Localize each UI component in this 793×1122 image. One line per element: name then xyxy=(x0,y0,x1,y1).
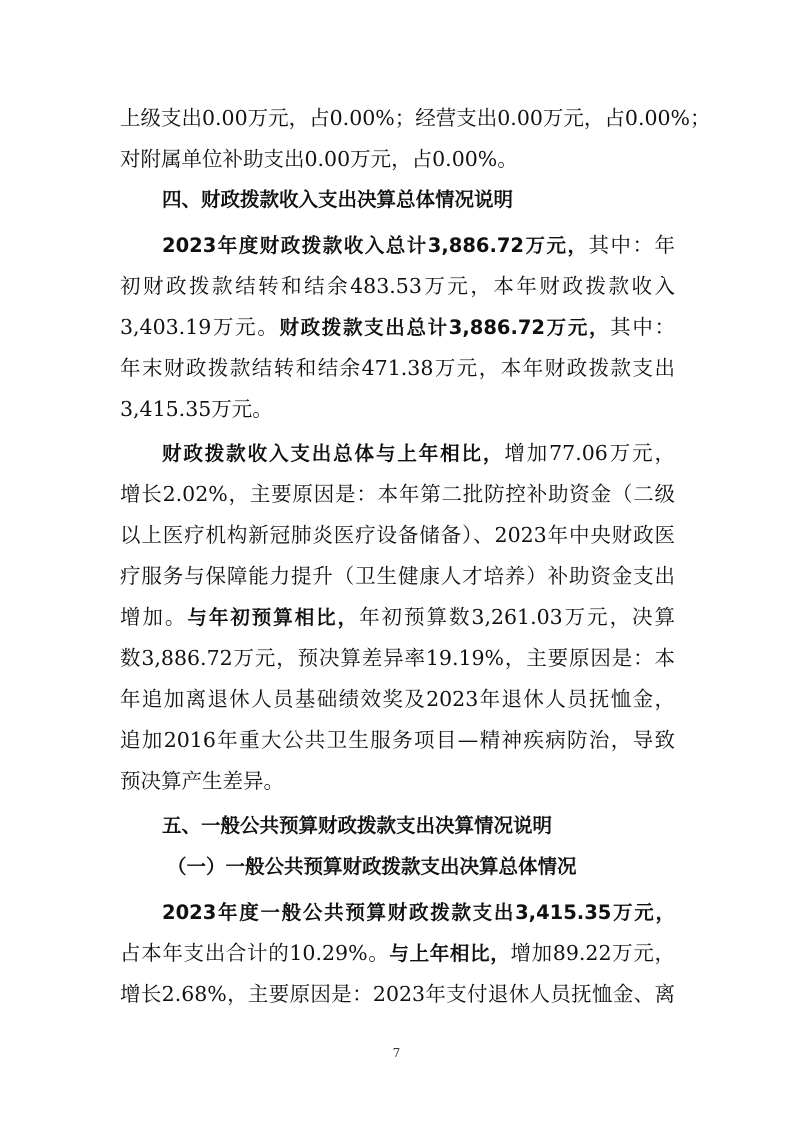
body-line: 年追加离退休人员基础绩效奖及2023年退休人员抚恤金， xyxy=(120,687,675,711)
body-line: 追加2016年重大公共卫生服务项目—精神疾病防治，导致 xyxy=(120,728,675,752)
body-line: 初财政拨款结转和结余483.53万元，本年财政拨款收入 xyxy=(120,274,675,298)
body-line: 增长2.02%，主要原因是：本年第二批防控补助资金（二级 xyxy=(120,482,675,506)
section-heading: 五、一般公共预算财政拨款支出决算情况说明 xyxy=(162,814,553,837)
page-number: 7 xyxy=(392,1046,401,1060)
body-line: 3,403.19万元。财政拨款支出总计3,886.72万元，其中： xyxy=(120,315,676,339)
body-line: 年末财政拨款结转和结余471.38万元，本年财政拨款支出 xyxy=(120,356,675,380)
body-line: 财政拨款收入支出总体与上年相比，增加77.06万元， xyxy=(162,441,675,465)
body-line: 以上医疗机构新冠肺炎医疗设备储备）、2023年中央财政医 xyxy=(120,523,675,547)
body-line: 2023年度一般公共预算财政拨款支出3,415.35万元， xyxy=(162,901,675,924)
body-line: 2023年度财政拨款收入总计3,886.72万元，其中：年 xyxy=(162,233,675,257)
body-line: 占本年支出合计的10.29%。与上年相比，增加89.22万元， xyxy=(120,941,676,965)
body-line: 对附属单位补助支出0.00万元，占0.00%。 xyxy=(120,147,518,171)
section-heading: 四、财政拨款收入支出决算总体情况说明 xyxy=(162,188,514,211)
body-line: 增长2.68%，主要原因是：2023年支付退休人员抚恤金、离 xyxy=(120,982,675,1006)
body-line: 上级支出0.00万元，占0.00%；经营支出0.00万元，占0.00%； xyxy=(120,106,711,130)
subsection-heading: （一）一般公共预算财政拨款支出决算总体情况 xyxy=(167,855,577,878)
body-line: 增加。与年初预算相比，年初预算数3,261.03万元，决算 xyxy=(120,605,675,629)
body-line: 3,415.35万元。 xyxy=(120,397,273,421)
body-line: 数3,886.72万元，预决算差异率19.19%，主要原因是：本 xyxy=(120,646,675,670)
body-line: 预决算产生差异。 xyxy=(120,769,284,793)
body-line: 疗服务与保障能力提升（卫生健康人才培养）补助资金支出 xyxy=(120,564,675,588)
